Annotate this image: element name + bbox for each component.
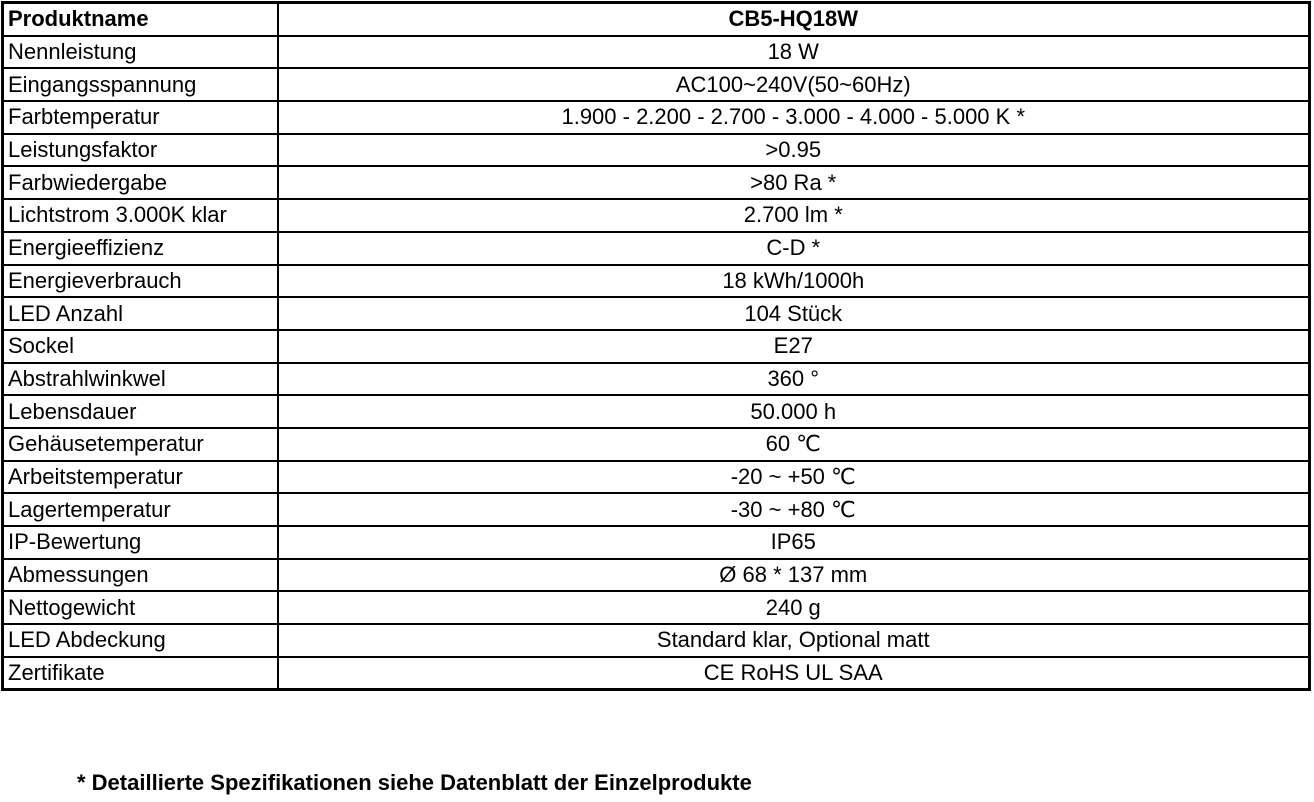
table-row bbox=[3, 232, 1310, 265]
table-row bbox=[3, 657, 1310, 690]
table-row bbox=[3, 526, 1310, 559]
row-label: Energieeffizienz bbox=[3, 232, 278, 265]
row-label: Nettogewicht bbox=[3, 591, 278, 624]
row-label: Sockel bbox=[3, 330, 278, 363]
header-label: Produktname bbox=[3, 3, 278, 36]
row-label: LED Anzahl bbox=[3, 297, 278, 330]
table-row bbox=[3, 591, 1310, 624]
row-value: >0.95 bbox=[278, 134, 1310, 167]
row-value: 240 g bbox=[278, 591, 1310, 624]
product-name: CB5-HQ18W bbox=[278, 3, 1310, 36]
row-value: 360 ° bbox=[278, 363, 1310, 396]
row-value: C-D * bbox=[278, 232, 1310, 265]
row-value: 18 W bbox=[278, 36, 1310, 69]
table-row bbox=[3, 265, 1310, 298]
table-header-row bbox=[3, 3, 1310, 36]
row-value: -30 ~ +80 ℃ bbox=[278, 493, 1310, 526]
table-row bbox=[3, 36, 1310, 69]
table-row bbox=[3, 199, 1310, 232]
table-row bbox=[3, 624, 1310, 657]
spec-table bbox=[1, 1, 1311, 691]
table-row bbox=[3, 395, 1310, 428]
row-value: Ø 68 * 137 mm bbox=[278, 559, 1310, 592]
row-value: 2.700 lm * bbox=[278, 199, 1310, 232]
row-label: LED Abdeckung bbox=[3, 624, 278, 657]
table-row bbox=[3, 101, 1310, 134]
row-label: IP-Bewertung bbox=[3, 526, 278, 559]
row-label: Lichtstrom 3.000K klar bbox=[3, 199, 278, 232]
table-row bbox=[3, 461, 1310, 494]
row-value: Standard klar, Optional matt bbox=[278, 624, 1310, 657]
footnote: * Detaillierte Spezifikationen siehe Datenblatt der Einzelprodukte bbox=[77, 770, 752, 795]
table-row bbox=[3, 428, 1310, 461]
table-row bbox=[3, 134, 1310, 167]
row-value: IP65 bbox=[278, 526, 1310, 559]
row-label: Gehäusetemperatur bbox=[3, 428, 278, 461]
row-value: >80 Ra * bbox=[278, 166, 1310, 199]
row-label: Zertifikate bbox=[3, 657, 278, 690]
row-label: Arbeitstemperatur bbox=[3, 461, 278, 494]
row-value: 1.900 - 2.200 - 2.700 - 3.000 - 4.000 - 5.000 K * bbox=[278, 101, 1310, 134]
table-row bbox=[3, 493, 1310, 526]
table-row bbox=[3, 68, 1310, 101]
table-row bbox=[3, 166, 1310, 199]
row-value: CE RoHS UL SAA bbox=[278, 657, 1310, 690]
table-row bbox=[3, 297, 1310, 330]
row-value: 104 Stück bbox=[278, 297, 1310, 330]
row-label: Lebensdauer bbox=[3, 395, 278, 428]
row-value: E27 bbox=[278, 330, 1310, 363]
table-row bbox=[3, 363, 1310, 396]
row-label: Lagertemperatur bbox=[3, 493, 278, 526]
row-label: Energieverbrauch bbox=[3, 265, 278, 298]
row-label: Farbwiedergabe bbox=[3, 166, 278, 199]
row-label: Abstrahlwinkwel bbox=[3, 363, 278, 396]
row-value: 60 ℃ bbox=[278, 428, 1310, 461]
table-row bbox=[3, 559, 1310, 592]
row-value: 50.000 h bbox=[278, 395, 1310, 428]
table-row bbox=[3, 330, 1310, 363]
row-label: Eingangsspannung bbox=[3, 68, 278, 101]
row-label: Leistungsfaktor bbox=[3, 134, 278, 167]
row-value: -20 ~ +50 ℃ bbox=[278, 461, 1310, 494]
row-value: 18 kWh/1000h bbox=[278, 265, 1310, 298]
row-label: Farbtemperatur bbox=[3, 101, 278, 134]
row-value: AC100~240V(50~60Hz) bbox=[278, 68, 1310, 101]
row-label: Nennleistung bbox=[3, 36, 278, 69]
row-label: Abmessungen bbox=[3, 559, 278, 592]
